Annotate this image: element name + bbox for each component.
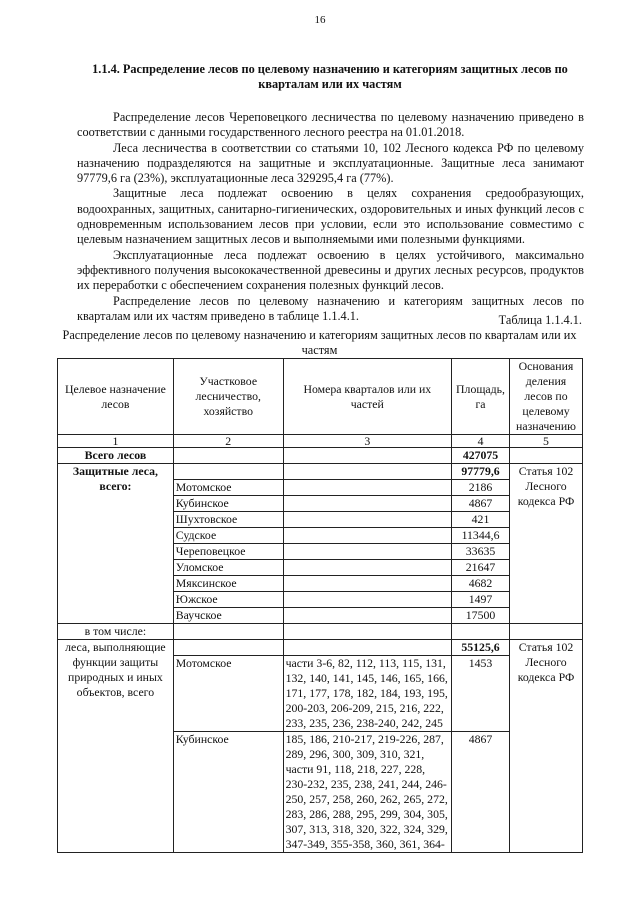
forestry-name: Уломское	[173, 560, 283, 576]
basis-cell: Статья 102 Лесного кодекса РФ	[510, 464, 583, 624]
paragraph: Эксплуатационные леса подлежат освоению в целях устойчивого, максимально эффективного получения высококачественной древесины и других лесных ресурсов, продуктов их переработки с обеспечением сохранения полезных функций лесов.	[77, 247, 584, 293]
paragraph: Распределение лесов Череповецкого лесничества по целевому назначению приведено в соответствии с данными государственного лесного реестра на 01.01.2018.	[77, 110, 584, 140]
section-title: 1.1.4. Распределение лесов по целевому назначению и категориям защитных лесов по кварталам или их частям	[92, 62, 568, 91]
forestry-name: Кубинское	[173, 732, 283, 853]
forestry-name: Кубинское	[173, 496, 283, 512]
table-row	[58, 640, 583, 656]
column-number: 2	[173, 435, 283, 448]
area-value: 11344,6	[452, 528, 510, 544]
column-header: Площадь, га	[452, 359, 510, 435]
category-label: леса, выполняющие функции защиты природных и иных объектов, всего	[58, 640, 174, 853]
column-header: Целевое назначение лесов	[58, 359, 174, 435]
total-label: Всего лесов	[58, 448, 174, 464]
body-text	[77, 110, 584, 324]
forest-distribution-table	[57, 358, 583, 853]
column-number: 1	[58, 435, 174, 448]
paragraph: Распределение лесов по целевому назначению и категориям защитных лесов по кварталам или их частям приведено в таблице 1.1.4.1.	[77, 293, 584, 323]
area-value: 2186	[452, 480, 510, 496]
quarters-list: части 3-6, 82, 112, 113, 115, 131, 132, 140, 141, 145, 146, 165, 166, 171, 177, 178, 182, 184, 193, 195, 200-203, 206-209, 215, 216, 222, 233, 235, 236, 238-240, 242, 245	[283, 656, 451, 732]
paragraph: Леса лесничества в соответствии со статьями 10, 102 Лесного кодекса РФ по целевому назначению подразделяются на защитные и эксплуатационные. Защитные леса занимают 97779,6 га (23%), эксплуатационные леса 329295,4 га (77%).	[77, 140, 584, 186]
column-number-row	[58, 435, 583, 448]
table-header-row	[58, 359, 583, 435]
column-header: Участковое лесничество, хозяйство	[173, 359, 283, 435]
table-caption: Распределение лесов по целевому назначению и категориям защитных лесов по кварталам или их частям	[62, 328, 577, 357]
protective-label: Защитные леса, всего:	[58, 464, 174, 624]
forestry-name: Судское	[173, 528, 283, 544]
column-number: 4	[452, 435, 510, 448]
page-number: 16	[314, 14, 326, 26]
forestry-name: Южское	[173, 592, 283, 608]
protective-value: 97779,6	[452, 464, 510, 480]
column-header: Номера кварталов или их частей	[283, 359, 451, 435]
column-number: 3	[283, 435, 451, 448]
area-value: 4867	[452, 732, 510, 853]
category-value: 55125,6	[452, 640, 510, 656]
area-value: 1453	[452, 656, 510, 732]
forestry-name: Мотомское	[173, 480, 283, 496]
area-value: 421	[452, 512, 510, 528]
column-number: 5	[510, 435, 583, 448]
forestry-name: Череповецкое	[173, 544, 283, 560]
area-value: 1497	[452, 592, 510, 608]
category-basis: Статья 102 Лесного кодекса РФ	[510, 640, 583, 853]
column-header: Основания деления лесов по целевому назначению	[510, 359, 583, 435]
area-value: 21647	[452, 560, 510, 576]
forestry-name: Мотомское	[173, 656, 283, 732]
table-number: Таблица 1.1.4.1.	[498, 313, 582, 327]
area-value: 4867	[452, 496, 510, 512]
total-value: 427075	[452, 448, 510, 464]
area-value: 17500	[452, 608, 510, 624]
quarters-list: 185, 186, 210-217, 219-226, 287, 289, 296, 300, 309, 310, 321, части 91, 118, 218, 227, 228, 230-232, 235, 238, 241, 244, 246-250, 257, 258, 260, 262, 265, 272, 283, 286, 288, 295, 299, 304, 305, 307, 313, 318, 320, 322, 324, 329, 347-349, 355-358, 360, 361, 364-	[283, 732, 451, 853]
paragraph: Защитные леса подлежат освоению в целях сохранения средообразующих, водоохранных, защитных, санитарно-гигиенических, оздоровительных и иных функций лесов с одновременным использованием лесов при условии, если это использование совместимо с целевым назначением защитных лесов и выполняемыми ими полезными функциями.	[77, 186, 584, 247]
including-label: в том числе:	[58, 624, 174, 640]
table-row	[58, 464, 583, 480]
table-row	[58, 624, 583, 640]
forestry-name: Ваучское	[173, 608, 283, 624]
forestry-name: Мяксинское	[173, 576, 283, 592]
area-value: 33635	[452, 544, 510, 560]
table-row	[58, 448, 583, 464]
area-value: 4682	[452, 576, 510, 592]
forestry-name: Шухтовское	[173, 512, 283, 528]
